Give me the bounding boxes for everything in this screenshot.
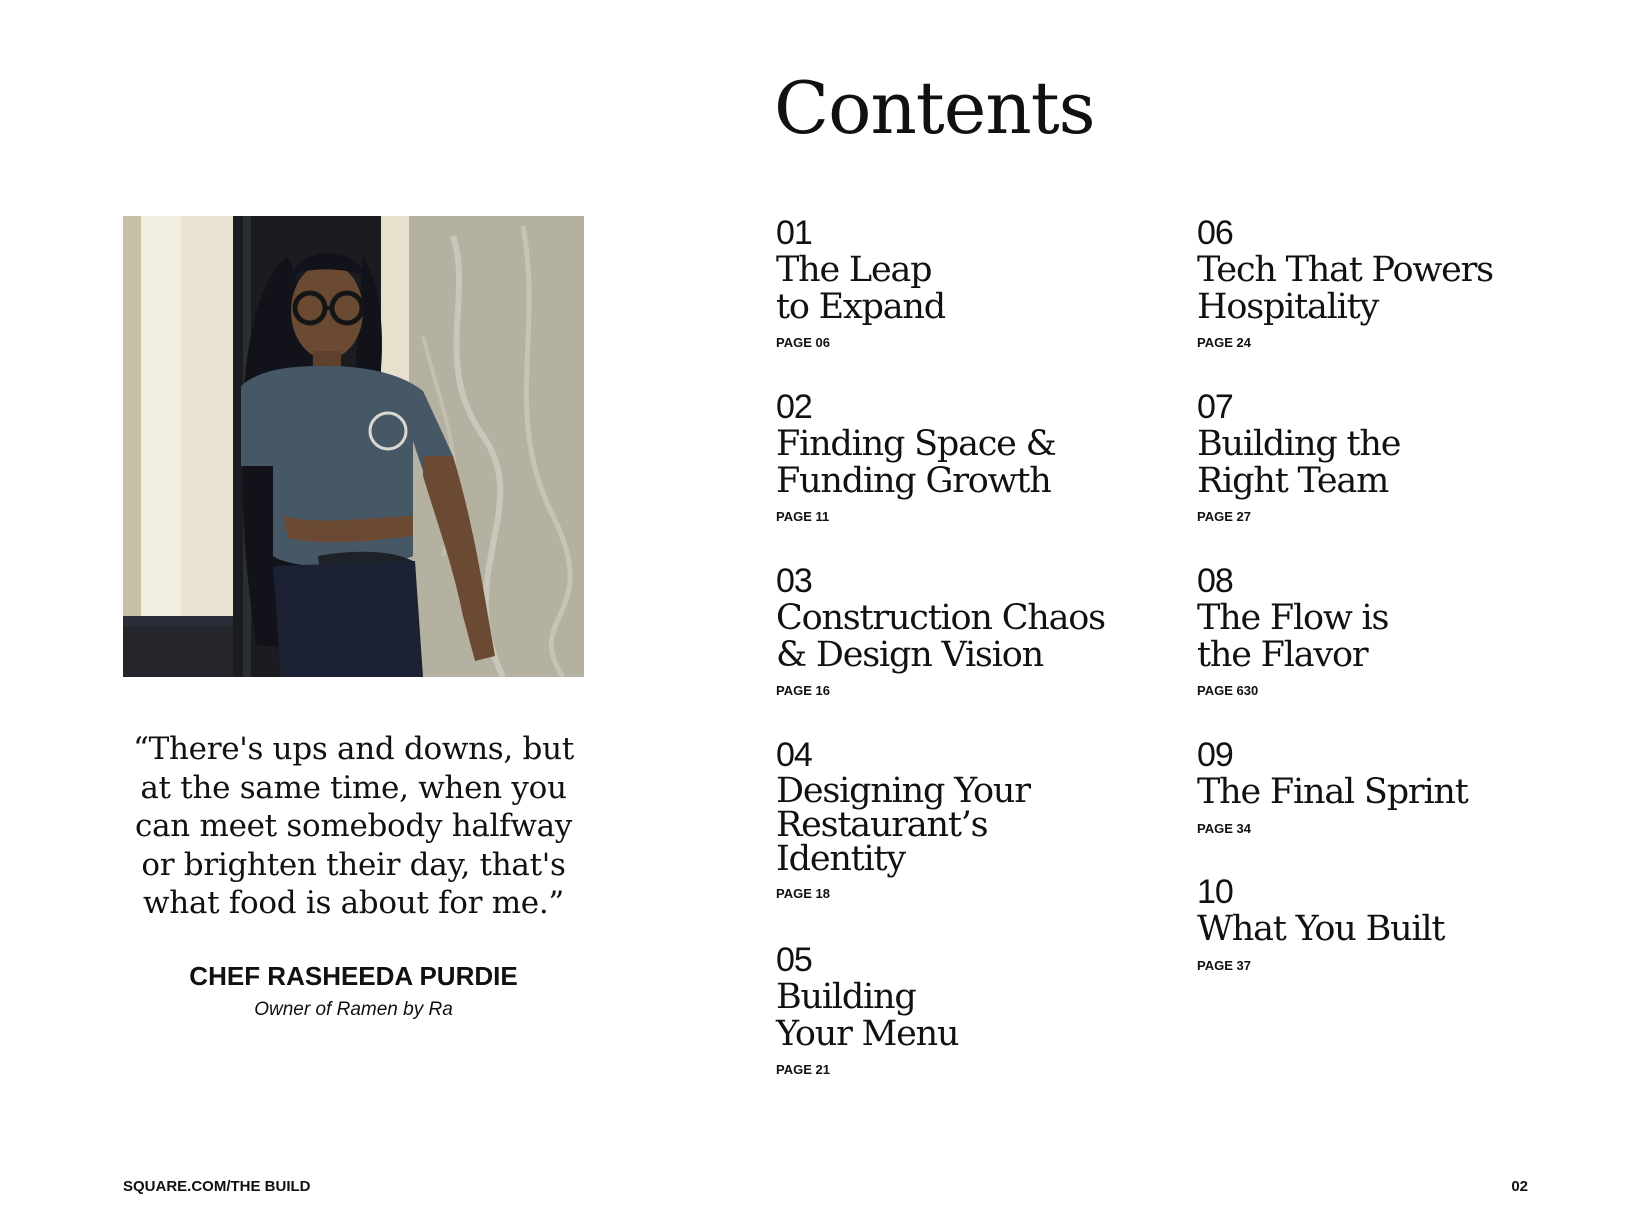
chef-portrait-photo: [123, 216, 584, 677]
quote-attribution-role: Owner of Ramen by Ra: [254, 999, 453, 1020]
toc-entry-page: PAGE 16: [776, 683, 830, 698]
toc-entry-page: PAGE 21: [776, 1062, 830, 1077]
toc-entry-title: Tech That Powers Hospitality: [1197, 250, 1493, 327]
page-title: Contents: [774, 66, 1095, 150]
toc-entry-08[interactable]: [1197, 564, 1597, 699]
toc-entry-title: The Leap to Expand: [776, 250, 945, 327]
toc-entry-number: 03: [776, 562, 812, 600]
toc-entry-number: 10: [1197, 873, 1233, 911]
toc-entry-number: 04: [776, 736, 812, 774]
toc-entry-page: PAGE 11: [776, 509, 830, 524]
toc-entry-09[interactable]: [1197, 738, 1597, 837]
toc-entry-page: PAGE 06: [776, 335, 830, 350]
toc-entry-05[interactable]: [776, 943, 1176, 1078]
toc-entry-page: PAGE 37: [1197, 957, 1251, 973]
toc-entry-title: Building Your Menu: [776, 977, 959, 1054]
toc-entry-title: Finding Space & Funding Growth: [776, 424, 1056, 501]
quote-attribution-name: CHEF RASHEEDA PURDIE: [189, 961, 518, 991]
toc-entry-number: 05: [776, 941, 812, 979]
toc-entry-number: 02: [776, 388, 812, 426]
toc-entry-title: Designing Your Restaurant’s Identity: [776, 771, 1030, 879]
toc-entry-03[interactable]: [776, 564, 1176, 699]
toc-entry-title: What You Built: [1197, 909, 1445, 949]
toc-entry-title: Building the Right Team: [1197, 424, 1401, 501]
toc-entry-10[interactable]: [1197, 875, 1597, 974]
pull-quote: “There's ups and downs, but at the same time, when you can meet somebody halfway or brighten their day, that's what food is about for me.”: [133, 731, 574, 921]
toc-entry-number: 09: [1197, 736, 1233, 774]
toc-entry-06[interactable]: [1197, 216, 1597, 351]
toc-entry-07[interactable]: [1197, 390, 1597, 525]
toc-entry-page: PAGE 630: [1197, 683, 1259, 698]
toc-entry-page: PAGE 34: [1197, 820, 1251, 836]
toc-entry-title: The Final Sprint: [1197, 772, 1468, 812]
toc-entry-number: 06: [1197, 214, 1233, 252]
toc-entry-04[interactable]: [776, 738, 1176, 902]
footer-page-number: 02: [1511, 1178, 1528, 1195]
toc-entry-01[interactable]: [776, 216, 1176, 351]
toc-entry-number: 08: [1197, 562, 1233, 600]
toc-entry-number: 01: [776, 214, 812, 252]
toc-entry-page: PAGE 27: [1197, 509, 1251, 524]
toc-entry-title: Construction Chaos & Design Vision: [776, 598, 1105, 675]
footer-site-url: SQUARE.COM/THE BUILD: [123, 1178, 311, 1195]
toc-entry-title: The Flow is the Flavor: [1197, 598, 1389, 675]
toc-entry-page: PAGE 24: [1197, 335, 1251, 350]
toc-entry-number: 07: [1197, 388, 1233, 426]
toc-entry-02[interactable]: [776, 390, 1176, 525]
toc-entry-page: PAGE 18: [776, 886, 830, 901]
